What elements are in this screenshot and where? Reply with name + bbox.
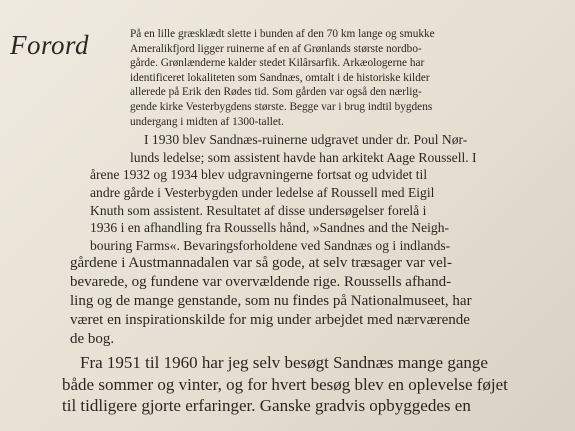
text-line: andre gårde i Vesterbygden under ledelse af Roussell med Eigil (90, 184, 435, 200)
text-line: I 1930 blev Sandnæs-ruinerne udgravet under dr. Poul Nør- (144, 132, 468, 148)
text-line: 1936 i en afhandling fra Roussells hånd, »Sandnes and the Neigh- (90, 220, 450, 236)
text-line: lunds ledelse; som assistent havde han arkitekt Aage Roussell. I (130, 149, 477, 165)
text-line: været en inspirationskilde for mig under arbejdet med nærværende (70, 312, 470, 329)
text-line: både sommer og vinter, og for hvert besøg blev en oplevelse føjet (62, 374, 508, 394)
text-line: til tidligere gjorte erfaringer. Ganske gradvis opbyggedes en (62, 396, 471, 416)
text-line: Fra 1951 til 1960 har jeg selv besøgt Sandnæs mange gange (80, 353, 488, 373)
text-line: gårdene i Austmannadalen var så gode, at selv træsager var vel- (70, 255, 452, 272)
text-line: de bog. (70, 331, 115, 348)
paragraph-3 (62, 352, 575, 417)
body-text (62, 27, 575, 417)
text-line: Knuth som assistent. Resultatet af disse undersøgelser forelå i (90, 202, 427, 218)
text-line: gårde. Grønlænderne kalder stedet Kilârsarfik. Arkæologerne har (130, 57, 425, 70)
text-line: ling og de mange genstande, som nu findes på Nationalmuseet, har (70, 293, 472, 310)
text-line: bevarede, og fundene var overvældende rige. Roussells afhand- (70, 274, 452, 291)
text-line: årene 1932 og 1934 blev udgravningerne fortsat og udvidet til (90, 167, 428, 183)
text-line: identificeret lokaliteten som Sandnæs, omtalt i de historiske kilder (130, 71, 430, 84)
paragraph-1 (130, 27, 575, 129)
text-line: allerede på Erik den Rødes tid. Som gården var også den nærlig- (130, 86, 422, 99)
text-line: undergang i midten af 1300-tallet. (130, 115, 284, 128)
text-line: bouring Farms«. Bevaringsforholdene ved Sandnæs og i indlands- (90, 237, 451, 253)
text-line: Ameralikfjord ligger ruinerne af en af Grønlands største nordbo- (130, 42, 422, 55)
text-line: gende kirke Vesterbygdens største. Begge var i brug indtil bygdens (130, 100, 433, 113)
section-heading: Forord (10, 30, 90, 60)
text-line: På en lille græsklædt slette i bunden af den 70 km lange og smukke (130, 28, 435, 40)
paragraph-2 (70, 131, 575, 349)
